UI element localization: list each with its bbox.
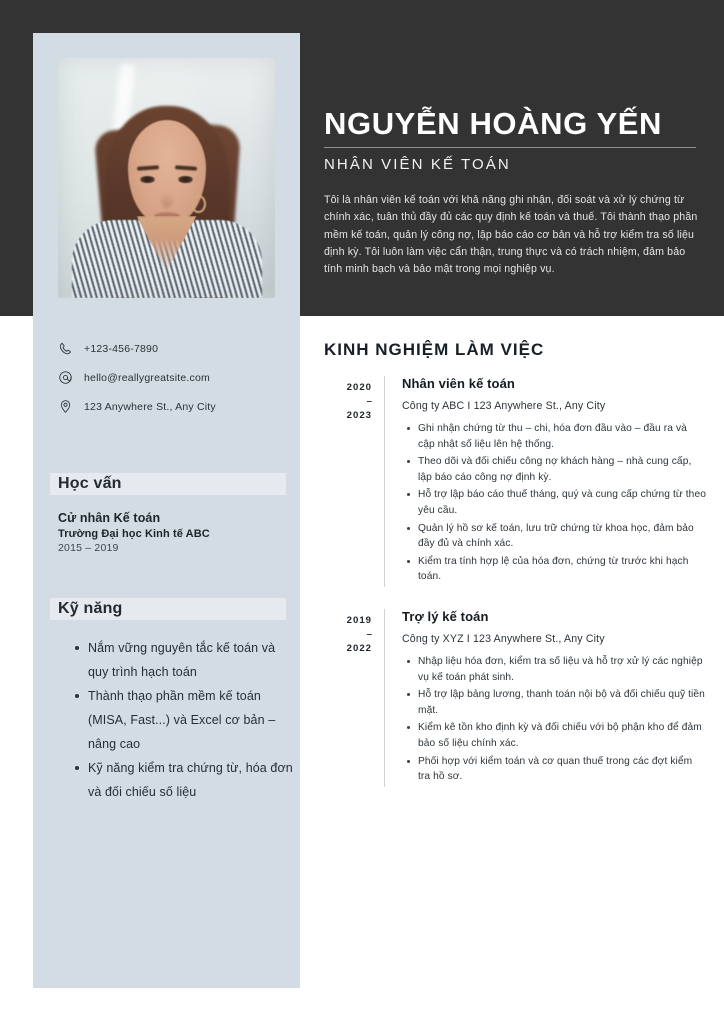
experience-item [324, 376, 706, 587]
sidebar-column [33, 33, 300, 988]
list-item: Nhập liệu hóa đơn, kiểm tra số liệu và hỗ trợ xử lý các nghiệp vụ kế toán phát sinh. [418, 654, 706, 685]
experience-bullets [402, 654, 706, 785]
education-degree: Cử nhân Kế toán [58, 511, 161, 525]
location-icon [58, 399, 84, 414]
experience-end-year: 2023 [346, 410, 372, 421]
job-title-subheading: NHÂN VIÊN KẾ TOÁN [324, 156, 511, 173]
email-icon [58, 370, 84, 385]
list-item: Thành thạo phần mềm kế toán (MISA, Fast...) và Excel cơ bản – nâng cao [88, 684, 299, 756]
phone-icon [58, 341, 84, 356]
experience-dash: – [366, 628, 372, 640]
experience-heading: KINH NGHIỆM LÀM VIỆC [324, 340, 545, 359]
skills-block [71, 636, 299, 804]
list-item: Kỹ năng kiểm tra chứng từ, hóa đơn và đối chiếu số liệu [88, 756, 299, 804]
contact-location-value: 123 Anywhere St., Any City [84, 400, 216, 413]
experience-list [324, 376, 706, 809]
contact-item-phone [58, 336, 288, 361]
portrait-image [58, 58, 275, 298]
education-school: Trường Đại học Kinh tế ABC [58, 528, 210, 540]
list-item: Phối hợp với kiểm toán và cơ quan thuế trong các đợt kiểm tra hồ sơ. [418, 754, 706, 785]
experience-job-title: Nhân viên kế toán [402, 376, 515, 391]
header-divider [324, 147, 696, 148]
list-item: Hỗ trợ lập báo cáo thuế tháng, quý và cung cấp chứng từ theo yêu cầu. [418, 487, 706, 518]
list-item: Hỗ trợ lập bảng lương, thanh toán nội bộ và đối chiếu quỹ tiền mặt. [418, 687, 706, 718]
experience-start-year: 2020 [346, 382, 372, 393]
list-item: Kiểm tra tính hợp lệ của hóa đơn, chứng từ trước khi hạch toán. [418, 554, 706, 585]
experience-body [385, 376, 706, 587]
contact-phone-value: +123-456-7890 [84, 342, 159, 355]
list-item: Theo dõi và đối chiếu công nợ khách hàng – nhà cung cấp, lập báo cáo công nợ định kỳ. [418, 454, 706, 485]
profile-summary: Tôi là nhân viên kế toán với khả năng ghi nhận, đối soát và xử lý chứng từ chính xác, tuân thủ đầy đủ các quy định kế toán và thuế. Tôi thành thạo phần mềm kế toán, quản lý công nợ, lập báo cáo cơ bản và hỗ trợ kiểm tra số liệu định kỳ. Tôi luôn làm việc cẩn thận, trung thực và có trách nhiệm, đảm bảo tính minh bạch và bảo mật trong mọi nghiệp vụ. [324, 194, 698, 276]
contact-item-email [58, 365, 288, 390]
education-years: 2015 – 2019 [58, 542, 119, 554]
education-heading [50, 473, 286, 495]
education-heading-label: Học vấn [58, 475, 122, 492]
experience-dates [324, 376, 384, 587]
contact-item-location [58, 394, 288, 419]
experience-job-title: Trợ lý kế toán [402, 608, 489, 624]
skills-heading [50, 598, 286, 620]
photo-vignette [58, 58, 275, 298]
page-title: NGUYỄN HOÀNG YẾN [324, 106, 663, 141]
experience-item [324, 609, 706, 787]
contact-list [58, 336, 288, 423]
list-item: Kiểm kê tồn kho định kỳ và đối chiếu với bộ phận kho để đảm bảo số liệu chính xác. [418, 720, 706, 751]
list-item: Quản lý hồ sơ kế toán, lưu trữ chứng từ khoa học, đảm bảo đầy đủ và chính xác. [418, 521, 706, 552]
experience-dash: – [366, 396, 372, 407]
education-block [58, 511, 298, 554]
experience-company: Công ty XYZ I 123 Anywhere St., Any City [402, 632, 605, 645]
experience-dates [324, 609, 384, 787]
skills-list [71, 636, 299, 804]
contact-email-value: hello@reallygreatsite.com [84, 371, 210, 384]
experience-body [385, 609, 706, 787]
list-item: Nắm vững nguyên tắc kế toán và quy trình hạch toán [88, 636, 299, 684]
profile-photo [58, 58, 275, 298]
experience-start-year: 2019 [346, 614, 372, 626]
experience-end-year: 2022 [346, 642, 372, 654]
experience-company: Công ty ABC I 123 Anywhere St., Any City [402, 400, 606, 412]
experience-bullets [402, 421, 706, 585]
list-item: Ghi nhận chứng từ thu – chi, hóa đơn đầu vào – đầu ra và cập nhật số liệu lên hệ thống. [418, 421, 706, 452]
skills-heading-label: Kỹ năng [58, 600, 123, 617]
